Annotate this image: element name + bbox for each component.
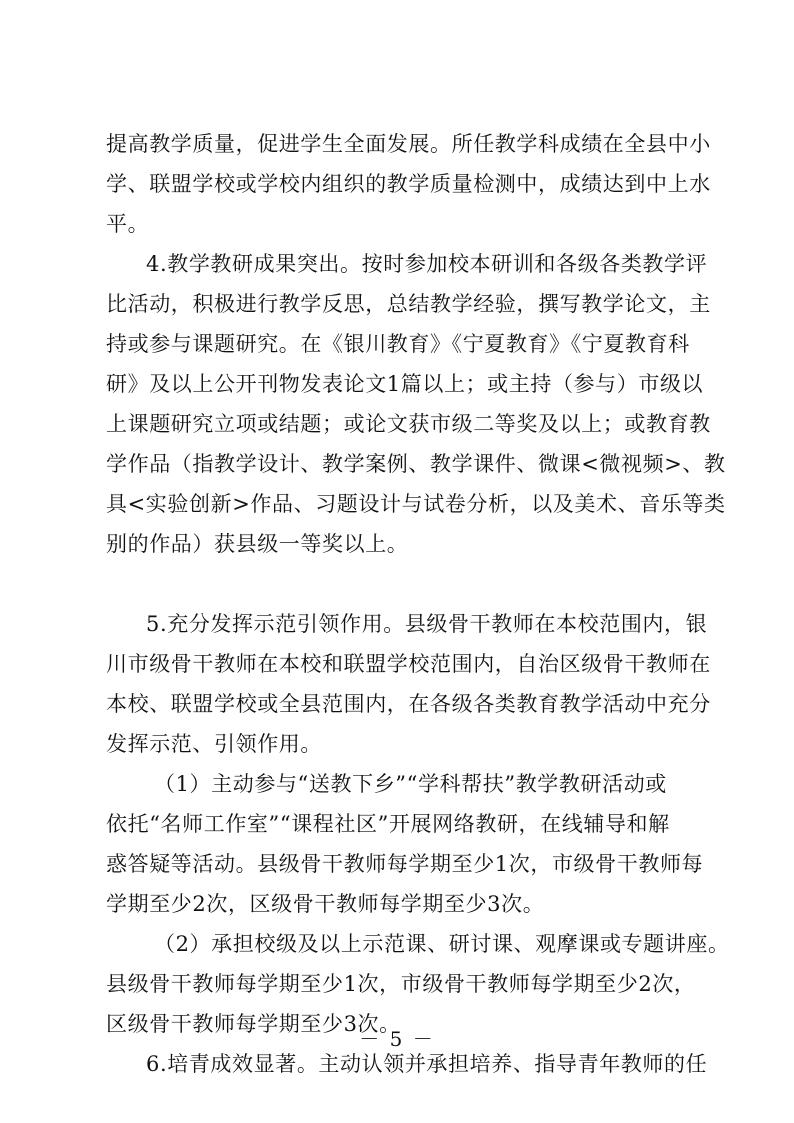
text-line: 川市级骨干教师在本校和联盟学校范围内，自治区级骨干教师在: [106, 652, 711, 676]
text-line: 学作品（指教学设计、教学案例、教学课件、微课<微视频>、教: [106, 452, 726, 476]
paragraph-subitem-1: [106, 764, 704, 924]
text-line: 区级骨干教师每学期至少3次。: [106, 1012, 401, 1036]
text-line: 上课题研究立项或结题；或论文获市级二等奖及以上；或教育教: [106, 412, 711, 436]
paragraph-heading-line: 4.教学教研成果突出。按时参加校本研训和各级各类教学评: [146, 252, 708, 276]
text-line: 平。: [106, 212, 150, 236]
paragraph-heading-line: （2）承担校级及以上示范课、研讨课、观摩课或专题讲座。: [154, 932, 730, 956]
text-line: 持或参与课题研究。在《银川教育》《宁夏教育》《宁夏教育科: [106, 332, 690, 356]
text-line: 学、联盟学校或学校内组织的教学质量检测中，成绩达到中上水: [106, 172, 711, 196]
paragraph-1: [106, 124, 711, 244]
page-number: － 5 －: [359, 1027, 435, 1051]
paragraph-heading-line: （1）主动参与“送教下乡”“学科帮扶”教学教研活动或: [154, 772, 667, 796]
document-body: [106, 124, 730, 1084]
text-line: 具<实验创新>作品、习题设计与试卷分析，以及美术、音乐等类: [106, 492, 726, 516]
text-line: 比活动，积极进行教学反思，总结教学经验，撰写教学论文，主: [106, 292, 711, 316]
paragraph-item-4: [106, 244, 726, 604]
text-line: 别的作品）获县级一等奖以上。: [106, 532, 409, 556]
text-line: 发挥示范、引领作用。: [106, 732, 322, 756]
text-line: 县级骨干教师每学期至少1次，市级骨干教师每学期至少2次，: [106, 972, 696, 996]
text-line: 学期至少2次，区级骨干教师每学期至少3次。: [106, 892, 545, 916]
text-line: 惑答疑等活动。县级骨干教师每学期至少1次，市级骨干教师每: [106, 852, 704, 876]
paragraph-heading-line: 5.充分发挥示范引领作用。县级骨干教师在本校范围内，银: [146, 612, 708, 636]
text-line: [106, 564, 694, 604]
text-line: 提高教学质量，促进学生全面发展。所任教学科成绩在全县中小: [106, 132, 711, 156]
paragraph-item-5: [106, 604, 711, 764]
text-line: 研》及以上公开刊物发表论文1篇以上；或主持（参与）市级以: [106, 372, 704, 396]
paragraph-heading-line: 6.培青成效显著。主动认领并承担培养、指导青年教师的任: [146, 1052, 708, 1076]
text-line: 依托“名师工作室”“课程社区”开展网络教研，在线辅导和解: [106, 812, 670, 836]
text-line: 本校、联盟学校或全县范围内，在各级各类教育教学活动中充分: [106, 692, 711, 716]
